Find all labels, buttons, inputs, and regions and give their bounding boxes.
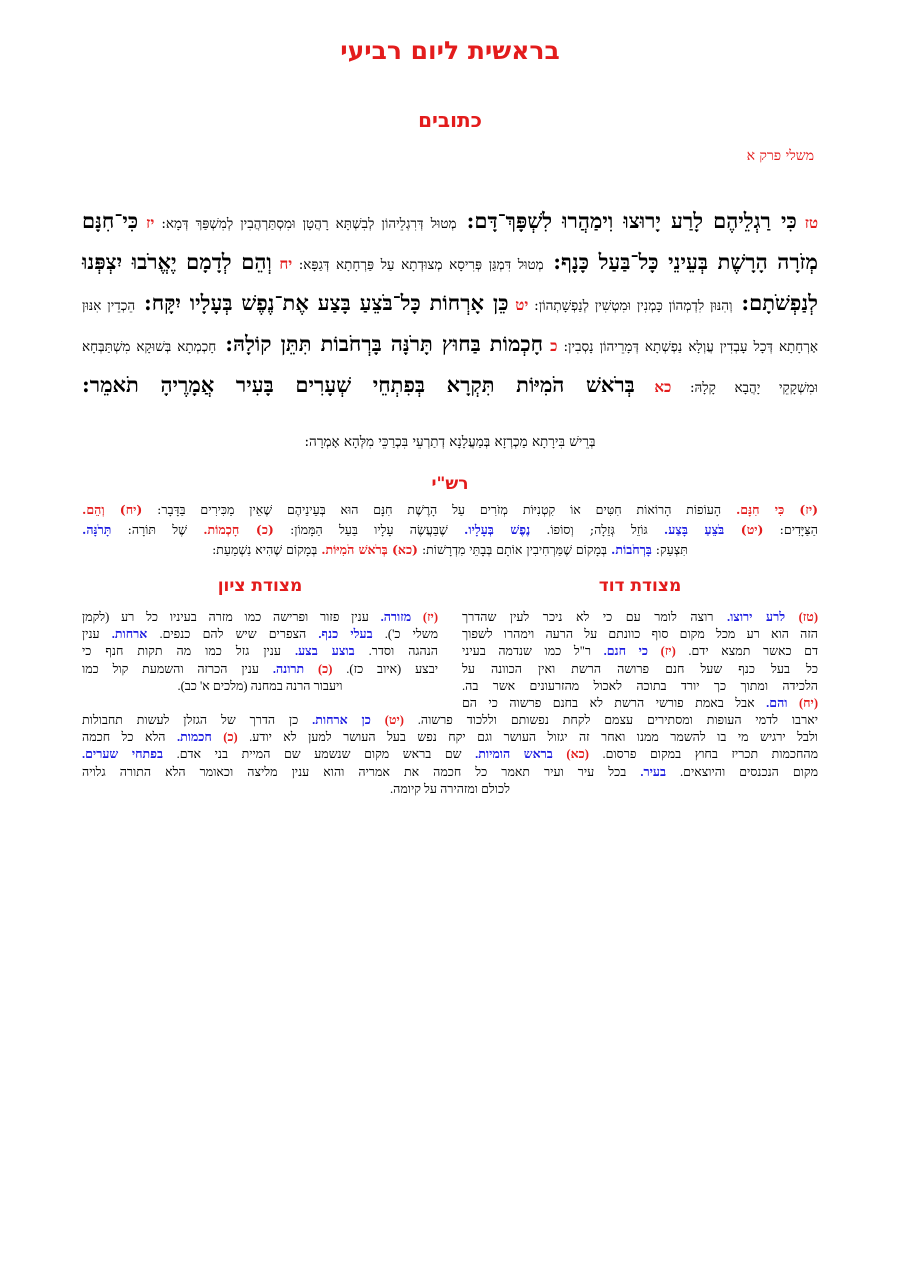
keyword: נֶפֶשׁ בְּעָלָיו. — [464, 522, 531, 537]
targum-text: וְהִנּוּן לִדְמְהוֹן כָּמְנִין וּמִטְשִׁין לְנַפְשָׁתְהוֹן: — [528, 298, 733, 314]
reference-marker: (כ) חָכְמוֹת. — [203, 522, 274, 537]
text-line — [82, 781, 818, 798]
keyword: תָּרֹנָּה. — [82, 522, 112, 537]
comment-text: משלי כ'). — [372, 627, 438, 642]
rashi-title: רש"י — [431, 474, 469, 494]
comment-text: מהחכמות תכריז בחוץ במקום פרסום. — [588, 747, 819, 762]
targum-text: הֵכְדֵין אִנּוּן אָרְחָתָא דְּכָל עָבְדִין עֲוְלָא נַפְשְׁתָא דְּמָרֵיהוֹן נָסְבִין: — [82, 298, 818, 355]
comment-text: יבצע (איוב כז). — [332, 661, 438, 676]
metzudat-david-continuation — [82, 712, 818, 798]
comment-text: הצפרים שיש להם כנפים. — [147, 627, 319, 642]
text-line — [82, 764, 818, 781]
text-line — [82, 712, 818, 729]
verse-text: כֵּן אָרְחוֹת כָּל־בֹּצֵעַ בָּצַע אֶת־נֶפֶשׁ בְּעָלָיו יִקָּח: — [135, 290, 509, 315]
keyword: ארחות. — [111, 627, 148, 642]
comment-text: הלכידה ומתוך כך יורד בתוכה לאכול מהזרעונים אשר בה. — [462, 678, 818, 693]
comment-text: הנהגה וסדר. — [354, 644, 438, 659]
text-line — [82, 626, 438, 643]
reference-marker: (טז) — [785, 610, 818, 624]
verse-number: יז — [138, 214, 155, 232]
comment-text: בְּמָקוֹם שֶׁהִיא נִשְׁמַעַת: — [212, 542, 322, 557]
keyword: בפתחי שערים. — [82, 747, 163, 762]
reference-marker: (כא) — [552, 747, 589, 762]
metzudat-david-title: מצודת דוד — [598, 576, 682, 596]
reference-marker: (כא) בְּרֹאשׁ הֹמִיּוֹת. — [321, 542, 418, 557]
keyword: בראש הומיות. — [475, 747, 553, 762]
comment-text: אבל באמת פורשי הרשת לא בחנם פרשוה כי הם — [462, 696, 767, 711]
reference-marker: (יט) — [370, 713, 404, 727]
keyword: חכמות. — [176, 730, 212, 745]
targum-text: בְּרֵישׁ בִּירָתָא מַכְרְזָא בְּמַעֲלָנָא דְתַרְעֵי בִּכְרַכֵּי מִלְּהָא אָמְרָה: — [304, 434, 596, 450]
verse-text: וְהֵם לְדָמָם יֶאֱרֹבוּ יִצְפְּנוּ לְנַפְשֹׁתָם: — [82, 249, 818, 315]
comment-text: בכל עיר ועיר תאמר כל חכמה את אמריה והוא ענין מליצה וכאומר הלא התורה גלויה — [82, 764, 641, 779]
keyword: מזורה. — [380, 610, 412, 624]
section-title: כתובים — [418, 108, 482, 132]
keyword: והם. — [766, 696, 788, 711]
keyword: כן ארחות. — [312, 713, 371, 727]
reference-marker: (כ) — [304, 661, 333, 676]
comment-text: ויעבור הרנה במחנה (מלכים א' כב). — [177, 678, 343, 693]
text-line — [82, 678, 438, 695]
comment-text: ר"ל כמו שנדמה בעיני — [462, 644, 604, 659]
comment-text: ענין פזור ופרישה כמו מזרה בעיניו כל רע (לקמן — [82, 610, 381, 624]
comment-text: שם בראש מקום שנשמע שם המיית בני אדם. — [163, 747, 476, 762]
comment-text: הלא כל חכמה — [82, 730, 177, 745]
keyword: בָּרְחֹבוֹת. — [611, 542, 652, 557]
keyword: בעלי כנף. — [318, 627, 373, 642]
verse-number: כ — [543, 337, 558, 355]
comment-text: ענין — [82, 627, 112, 642]
comment-text: הזה הוא רע מכל מקום סוף כוונתם על הרעה וימהרו לשפוך — [462, 627, 818, 642]
text-line — [462, 661, 818, 678]
text-line — [82, 609, 438, 626]
text-line — [462, 643, 818, 660]
reference-marker: (יז) כִּי חִנָּם. — [735, 502, 819, 517]
verse-text: כִּי רַגְלֵיהֶם לָרַע יָרוּצוּ וִימַהֲרוּ לִשְׁפָּךְ־דָּם: — [456, 208, 797, 233]
text-line — [82, 746, 818, 763]
comment-text: לכולם ומזהירה על קיומה. — [390, 781, 510, 796]
verse-text: כִּי־חִנָּם מְזֹרָה הָרָשֶׁת בְּעֵינֵי כָּל־בַּעַל כָּנָף: — [82, 208, 818, 274]
text-line — [82, 661, 438, 678]
targum-text: מְטוּל דְּרִגְלֵיהוֹן לְבִשְׁתָּא רָהֲטָן וּמִסְתַּרְהֲבִין לְמִשְׁפַּךְ דְּמָא: — [154, 216, 457, 232]
comment-text: ענין הכרזה והשמעת קול כמו — [82, 661, 273, 676]
comment-text: כל בעל כנף שעל חנם פרושה הרשת ואין הכוונה על — [462, 661, 818, 676]
comment-text: מקום הנכנסים והיוצאים. — [666, 764, 818, 779]
keyword: בעיר. — [640, 764, 666, 779]
keyword: לרע ירוצו. — [726, 610, 786, 624]
reference-marker: (יח) — [787, 696, 818, 711]
comment-text: שֶׁל תּוֹרָה: — [111, 522, 204, 537]
verse-number: טז — [796, 214, 818, 232]
text-line — [82, 520, 818, 540]
text-line — [82, 643, 438, 660]
comment-text: שֶׁבַּעֲשֶׂה עָלָיו בַּעַל הַמָּמוֹן: — [273, 522, 465, 537]
keyword: בֹּצֵעַ בָּצַע. — [663, 522, 725, 537]
text-line — [462, 626, 818, 643]
text-line — [462, 678, 818, 695]
rashi-commentary — [82, 500, 818, 560]
targum-text: מְטוּל דִּמְגַּן פְּרִיסָא מְצוּדְתָא עַל פַּרְחָתָא דְּגַפָּא: — [292, 257, 544, 273]
keyword: כי חנם. — [603, 644, 649, 659]
reference-marker: (כ) — [211, 730, 238, 745]
verse-last-targum-line — [0, 434, 900, 450]
keyword: בוצע בצע. — [294, 644, 355, 659]
reference-marker: (יז) — [648, 644, 676, 659]
page-title: בראשית ליום רביעי — [340, 36, 560, 65]
targum-text: חָכְמְתָא בְּשׁוּקָא מִשְׁתַּבְּחָא וּמִשְׁקָקֵי יָהֲבָא קָלָהּ: — [82, 339, 818, 396]
metzudat-tzion-title: מצודת ציון — [217, 576, 303, 596]
text-line — [462, 695, 818, 712]
comment-text: תִּצְעַק: — [651, 542, 688, 557]
text-line — [462, 609, 818, 626]
verse-number: כא — [634, 378, 672, 396]
comment-text: יארבו לדמי העופות ומסתירים עצמם לקחת נפשותם וללכוד פרשוה. — [403, 713, 818, 727]
comment-text: ענין גזל כמו מה תקות חנף כי — [82, 644, 295, 659]
text-line — [82, 500, 818, 520]
text-line — [82, 540, 818, 560]
chapter-label: משלי פרק א — [746, 148, 814, 164]
reference-marker: (יז) — [411, 610, 438, 624]
comment-text: גּוֹזֵל גְּזֵלָה; וְסוֹפוֹ. — [530, 522, 664, 537]
verse-text: חָכְמוֹת בַּחוּץ תָּרֹנָּה בָּרְחֹבוֹת תִּתֵּן קוֹלָהּ: — [216, 331, 544, 356]
reference-marker: (יח) וְהֵם. — [82, 502, 143, 517]
keyword: תרונה. — [272, 661, 305, 676]
verse-number: יט — [508, 296, 529, 314]
comment-text: דם כאשר תמצא ידם. — [675, 644, 818, 659]
verse-text: בְּרֹאשׁ הֹמִיּוֹת תִּקְרָא בְּפִתְחֵי שְׁעָרִים בָּעִיר אֲמָרֶיהָ תֹאמֵר: — [82, 372, 635, 397]
metzudat-tzion-column — [82, 609, 438, 695]
text-line — [82, 729, 818, 746]
verse-number: יח — [271, 255, 293, 273]
reference-marker: (יט) — [724, 522, 764, 537]
metzudat-david-column — [462, 609, 818, 712]
comment-text: בְּמָקוֹם שֶׁמַּרְחִיבִין אוֹתָם בְּבָתֵּי מִדְרָשׁוֹת: — [417, 542, 612, 557]
verses-block — [82, 202, 818, 407]
comment-text: רוצה לומר עם כי לא ניכר לעין שהדרך — [462, 610, 727, 624]
comment-text: כן הדרך של הגזלן לעשות תחבולות — [82, 713, 313, 727]
comment-text: הַצַּיָּדִים: — [763, 522, 819, 537]
comment-text: ולבל ירגיש מי בו להשמר ממנו ואחר זה יגזול העושר וגם יקח נפש בעל העושר למען לא יודע. — [237, 730, 819, 745]
comment-text: הָעוֹפוֹת הָרוֹאוֹת חִטִּים אוֹ קִטְנִיּוֹת מְזֹרִים עַל הָרֶשֶׁת חִנָּם הוּא בְּעֵינֵיהֶם שֶׁאֵין מַכִּירִים בַּדָּבָר: — [142, 502, 736, 517]
